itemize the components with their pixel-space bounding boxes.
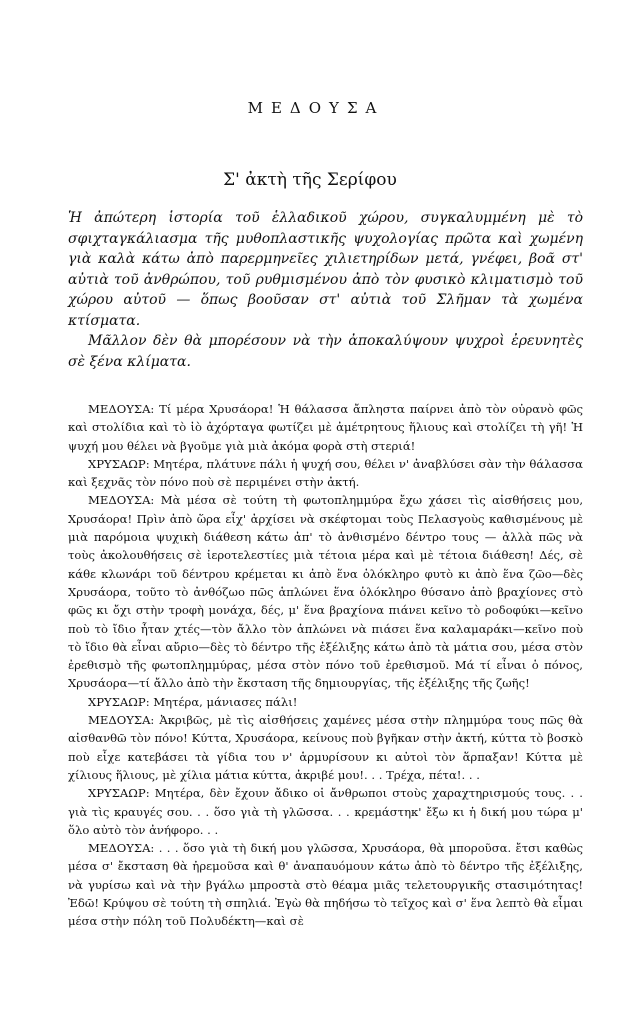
intro-block xyxy=(68,208,583,372)
dialogue-line: ΧΡΥΣΑΩΡ: Μητέρα, δὲν ἔχουν ἄδικο οἱ ἄνθρωποι στοὺς χαραχτηρισμούς τους. . . γιὰ τὶς κραυγές σου. . . ὅσο γιὰ τὴ γλῶσσα. . . κρεμάστηκ' ἔξω κι ἡ δική μου τώρα μ' ὅλο αὐτὸ τὸν ἀνήφορο. . . xyxy=(68,786,583,837)
intro-paragraph: Μᾶλλον δὲν θὰ μπορέσουν νὰ τὴν ἀποκαλύψουν ψυχροὶ ἐρευνητὲς σὲ ξένα κλίματα. xyxy=(68,333,583,370)
dialogue-line: ΧΡΥΣΑΩΡ: Μητέρα, πλάτυνε πάλι ἡ ψυχή σου, θέλει ν' ἀναβλύσει σὰν τὴν θάλασσα καὶ ξεχνᾶς τὸν πόνο ποὺ σὲ περιμένει στὴν ἀκτή. xyxy=(68,456,583,490)
dialogue-line: ΧΡΥΣΑΩΡ: Μητέρα, μάνιασες πάλι! xyxy=(88,694,298,709)
dialogue-line: ΜΕΔΟΥΣΑ: Τί μέρα Χρυσάορα! Ἡ θάλασσα ἄπληστα παίρνει ἀπὸ τὸν οὐρανὸ φῶς καὶ στολίδια καὶ τὸ ἰὸ ἀχόρταγα φωτίζει μὲ ἀμέτρητους ἥλιους καὶ στολίζει τὴ γῆ! Ἡ ψυχή μου θέλει νὰ βγοῦμε γιὰ μιὰ ἀκόμα φορὰ στὴ στεριά! xyxy=(68,402,583,453)
dialogue-line: ΜΕΔΟΥΣΑ: . . . ὅσο γιὰ τὴ δική μου γλῶσσα, Χρυσάορα, θὰ μποροῦσα. ἔτσι καθὼς μέσα σ' ἔκσταση θὰ ἠρεμοῦσα καὶ θ' ἀναπαυόμουν κάτω ἀπὸ τὸ δέντρο τῆς ἐξέλιξης, νὰ γυρίσω καὶ νὰ τὴν βγάλω μπροστὰ στὸ θέαμα μιᾶς τελετουργικῆς στασιμότητας! Ἐδῶ! Κρύψου σὲ τούτη τὴ σπηλιά. Ἐγὼ θὰ πηδήσω τὸ τεῖχος καὶ σ' ἕνα λεπτὸ θὰ εἶμαι μέσα στὴν πόλη τοῦ Πολυδέκτη—καὶ σὲ xyxy=(68,841,583,929)
page-title: ΜΕΔΟΥΣΑ xyxy=(247,99,385,117)
dialogue-line: ΜΕΔΟΥΣΑ: Μὰ μέσα σὲ τούτη τὴ φωτοπλημμύρα ἔχω χάσει τὶς αἰσθήσεις μου, Χρυσάορα! Πρὶν ἀπὸ ὥρα εἶχ' ἀρχίσει νὰ σκέφτομαι τοὺς Πελασγοὺς καθισμένους μὲ μιὰ παρόμοια ψυχικὴ διάθεση κάτω ἀπ' τὸ ἀνθισμένο δέντρο τους — ἀλλὰ πῶς νὰ τοὺς ἀκολουθήσεις σὲ ἱεροτελεστίες μιὰ τέτοια μέρα καὶ μὲ τέτοια διάθεση! Δές, σὲ κάθε κλωνάρι τοῦ δέντρου κρέμεται κι ἀπὸ ἕνα ὁλόκληρο φυτὸ κι ἀπὸ ἕνα ζῶο—δὲς Χρυσάορα, τοῦτο τὸ ἀνθόζωο πῶς ἁπλώνει ἕνα ὁλόκληρο θύσανο ἀπὸ βραχίονες στὸ φῶς κι ὄχι στὴν τροφὴ μονάχα, δές, μ' ἕνα βραχίονα πιάνει κεῖνο τὸ ροδοφύκι—κεῖνο ποὺ τὸ ἴδιο ἦταν χτές—τὸν ἄλλο τὸν ἁπλώνει νὰ πιάσει ἕνα καλαμαράκι—κεῖνο ποὺ τὸ ἴδιο θὰ εἶναι αὔριο—δὲς τὸ δέντρο τῆς ἐξέλιξης κάτω ἀπὸ τὰ μάτια σου, μέσα στὸν ἐρεθισμὸ τῆς φωτοπλημμύρας, μέσα στὸν πόνο τοῦ ἐρεθισμοῦ. Μά τί εἶναι ὁ πόνος, Χρυσάορα—τί ἄλλο ἀπὸ τὴν ἔκσταση τῆς δημιουργίας, τῆς ἐξέλιξης τῆς ζωῆς! xyxy=(68,493,583,691)
intro-paragraph: Ἡ ἀπώτερη ἱστορία τοῦ ἑλλαδικοῦ χώρου, συγκαλυμμένη μὲ τὸ σφιχταγκάλιασμα τῆς μυθοπλαστικῆς ψυχολογίας πρῶτα καὶ χωμένη γιὰ καλὰ κάτω ἀπὸ παρερμηνεῖες χιλιετηρίδων μετά, γνέφει, βοᾶ στ' αὐτιὰ τοῦ ἀνθρώπου, τοῦ ρυθμισμένου ἀπὸ τὸν φυσικὸ κλιματισμὸ τοῦ χώρου αὐτοῦ — ὅπως βοοῦσαν στ' αὐτιὰ τοῦ Σλῆμαν τὰ χωμένα κτίσματα. xyxy=(68,210,583,329)
scene-subtitle: Σ' ἀκτὴ τῆς Σερίφου xyxy=(223,170,397,190)
dialogue-block xyxy=(68,400,583,931)
dialogue-line: ΜΕΔΟΥΣΑ: Ἀκριβῶς, μὲ τὶς αἰσθήσεις χαμένες μέσα στὴν πλημμύρα τους πῶς θὰ αἰσθανθῶ τὸν πόνο! Κύττα, Χρυσάορα, κείνους ποὺ βγῆκαν στὴν ἀκτή, κύττα τὸ βοσκὸ ποὺ εἶχε κατεβάσει τὰ γίδια του ν' ἁρμυρίσουν κι αὐτοὶ τὸν ἅρπαξαν! Κύττα μὲ χίλιους ἥλιους, μὲ χίλια μάτια κύττα, ἀκριβέ μου!. . . Τρέχα, πέτα!. . . xyxy=(68,713,583,782)
